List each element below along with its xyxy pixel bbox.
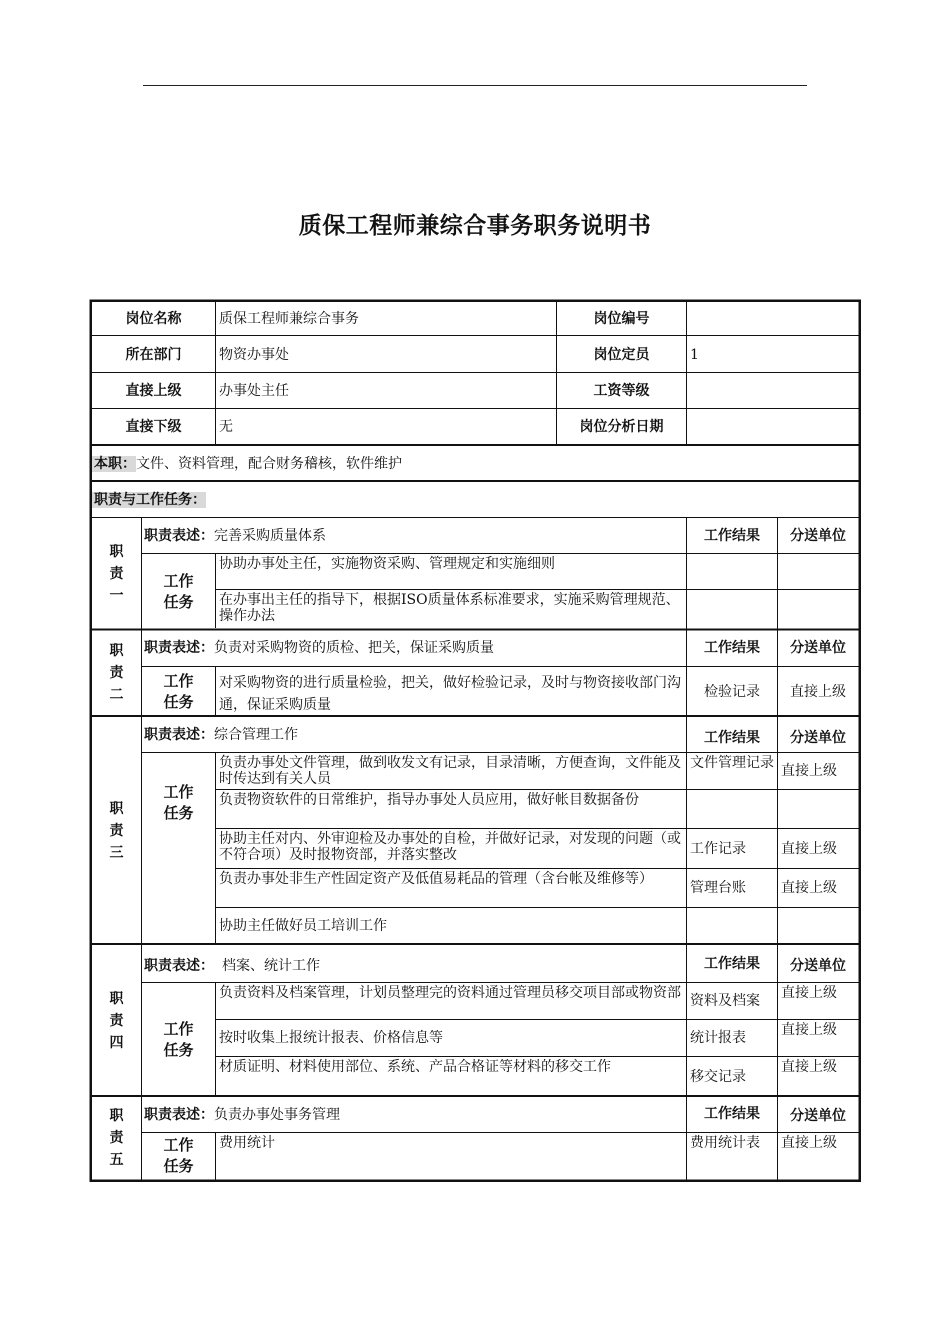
duty-4-task-3: 材质证明、材料使用部位、系统、产品合格证等材料的移交工作 — [219, 1059, 611, 1075]
statement-label: 职责表述： — [144, 726, 214, 743]
duty-4-task-1: 负责资料及档案管理，计划员整理完的资料通过管理员移交项目部或物资部 — [219, 985, 681, 1001]
task-label: 工作任务 — [163, 783, 194, 822]
duty-1-task-2: 在办事出主任的指导下，根据ISO质量体系标准要求，实施采购管理规范、操作办法 — [219, 592, 680, 624]
duty-5-task-1: 费用统计 — [219, 1135, 275, 1151]
duty-2-statement: 负责对采购物资的质检、把关，保证采购质量 — [214, 640, 494, 656]
subordinate-value: 无 — [219, 419, 233, 435]
analysis-date-value — [687, 409, 858, 445]
duty-3-task-3-result: 工作记录 — [690, 840, 746, 857]
duty-3-task-3: 协助主任对内、外审迎检及办事处的自检，并做好记录，对发现的问题（或不符合项）及时报物资部，并落实整改 — [219, 831, 681, 863]
duty-2-label: 职责二 — [109, 643, 124, 703]
duty-1-statement: 完善采购质量体系 — [214, 527, 326, 544]
duty-3-task-2: 负责物资软件的日常维护，指导办事处人员应用，做好帐目数据备份 — [219, 792, 639, 808]
dept-value: 物资办事处 — [219, 346, 289, 363]
recipient-header: 分送单位 — [790, 729, 846, 746]
duty-5-name — [92, 1097, 141, 1179]
recipient-header: 分送单位 — [790, 527, 846, 544]
task-label: 工作任务 — [163, 671, 194, 711]
duty-2-task-1-recipient: 直接上级 — [790, 683, 846, 700]
duty-4-task-2: 按时收集上报统计报表、价格信息等 — [219, 1030, 443, 1046]
duty-2-task-1-result: 检验记录 — [704, 683, 760, 700]
duty-4-task-1-recipient: 直接上级 — [781, 985, 837, 1001]
result-header: 工作结果 — [704, 640, 760, 656]
headcount-value: 1 — [690, 346, 699, 363]
salary-value — [687, 373, 858, 409]
duty-3-task-1-recipient: 直接上级 — [781, 763, 837, 779]
task-label: 工作任务 — [163, 1019, 194, 1059]
task-label: 工作任务 — [163, 1136, 194, 1175]
result-header: 工作结果 — [704, 1105, 760, 1122]
statement-label: 职责表述： — [144, 527, 214, 544]
duty-3-task-2-result — [687, 790, 777, 828]
duty-3-label: 职责三 — [109, 800, 124, 861]
duty-3-task-5-result — [687, 908, 777, 944]
statement-label: 职责表述： — [144, 957, 214, 974]
duties-header: 职责与工作任务： — [94, 491, 206, 508]
duty-3-task-4-result: 管理台账 — [690, 880, 746, 896]
duty-1-task-2-recipient — [778, 590, 858, 629]
duty-2-name — [92, 630, 141, 716]
task-label: 工作任务 — [163, 571, 194, 611]
position-name-label: 岗位名称 — [125, 310, 182, 327]
result-header: 工作结果 — [704, 955, 760, 972]
headcount-label: 岗位定员 — [593, 346, 650, 363]
duty-2-task-1: 对采购物资的进行质量检验，把关，做好检验记录，及时与物资接收部门沟通，保证采购质量 — [219, 675, 681, 713]
duty-1-task-1-recipient — [778, 554, 858, 589]
duty-1-task-1: 协助办事处主任，实施物资采购、管理规定和实施细则 — [219, 556, 555, 572]
duty-1-label: 职责一 — [109, 543, 124, 604]
superior-label: 直接上级 — [125, 383, 182, 399]
duty-3-task-3-recipient: 直接上级 — [781, 840, 837, 857]
duty-3-task-4: 负责办事处非生产性固定资产及低值易耗品的管理（含台帐及维修等） — [219, 871, 653, 887]
duty-4-label: 职责四 — [109, 990, 124, 1051]
position-no-label: 岗位编号 — [593, 310, 650, 327]
position-no-value — [687, 301, 858, 336]
duty-4-statement: 档案、统计工作 — [222, 957, 320, 974]
duty-4-task-3-recipient: 直接上级 — [781, 1059, 837, 1075]
duty-1-name — [92, 518, 141, 629]
duty-3-statement: 综合管理工作 — [214, 726, 298, 743]
dept-label: 所在部门 — [125, 346, 182, 363]
statement-label: 职责表述： — [144, 1106, 214, 1123]
salary-label: 工资等级 — [593, 383, 650, 399]
duty-3-task-1-result: 文件管理记录 — [690, 755, 774, 771]
duty-3-task-5: 协助主任做好员工培训工作 — [219, 918, 387, 934]
duty-summary-text: 文件、资料管理，配合财务稽核，软件维护 — [136, 455, 402, 472]
header-rule — [143, 85, 807, 86]
recipient-header: 分送单位 — [790, 640, 846, 656]
duty-4-statement-row — [142, 948, 686, 983]
analysis-date-label: 岗位分析日期 — [579, 419, 664, 435]
superior-value: 办事处主任 — [219, 383, 289, 399]
duties-header-row — [92, 482, 858, 517]
duty-3-name — [92, 717, 141, 944]
duty-1-statement-row — [142, 518, 686, 553]
duty-5-label: 职责五 — [109, 1108, 124, 1168]
duty-summary-label: 本职： — [94, 455, 136, 472]
duty-3-task-2-recipient — [778, 790, 858, 828]
duty-3-statement-row — [142, 717, 686, 752]
duty-5-statement-row — [142, 1097, 686, 1132]
duty-3-task-4-recipient: 直接上级 — [781, 880, 837, 896]
duty-5-statement: 负责办事处事务管理 — [214, 1106, 340, 1123]
duty-summary-row — [92, 446, 858, 481]
duty-1-task-1-result — [687, 554, 777, 589]
result-header: 工作结果 — [704, 527, 760, 544]
duty-5-task-1-result: 费用统计表 — [690, 1135, 760, 1151]
duty-4-task-1-result: 资料及档案 — [690, 993, 760, 1009]
result-header: 工作结果 — [704, 729, 760, 746]
duty-3-task-1: 负责办事处文件管理，做到收发文有记录，目录清晰，方便查询，文件能及时传达到有关人员 — [219, 755, 681, 787]
statement-label: 职责表述： — [144, 640, 214, 656]
position-name-value: 质保工程师兼综合事务 — [219, 310, 359, 327]
duty-5-task-1-recipient: 直接上级 — [781, 1135, 837, 1151]
duty-1-task-2-result — [687, 590, 777, 629]
duty-3-task-5-recipient — [778, 908, 858, 944]
duty-4-task-2-result: 统计报表 — [690, 1030, 746, 1046]
duty-4-name — [92, 945, 141, 1096]
subordinate-label: 直接下级 — [125, 419, 182, 435]
duty-2-statement-row — [142, 630, 686, 666]
duty-4-task-3-result: 移交记录 — [690, 1068, 746, 1085]
recipient-header: 分送单位 — [790, 957, 846, 974]
duty-4-task-2-recipient: 直接上级 — [781, 1022, 837, 1038]
document-title: 质保工程师兼综合事务职务说明书 — [298, 213, 652, 239]
recipient-header: 分送单位 — [790, 1107, 846, 1124]
